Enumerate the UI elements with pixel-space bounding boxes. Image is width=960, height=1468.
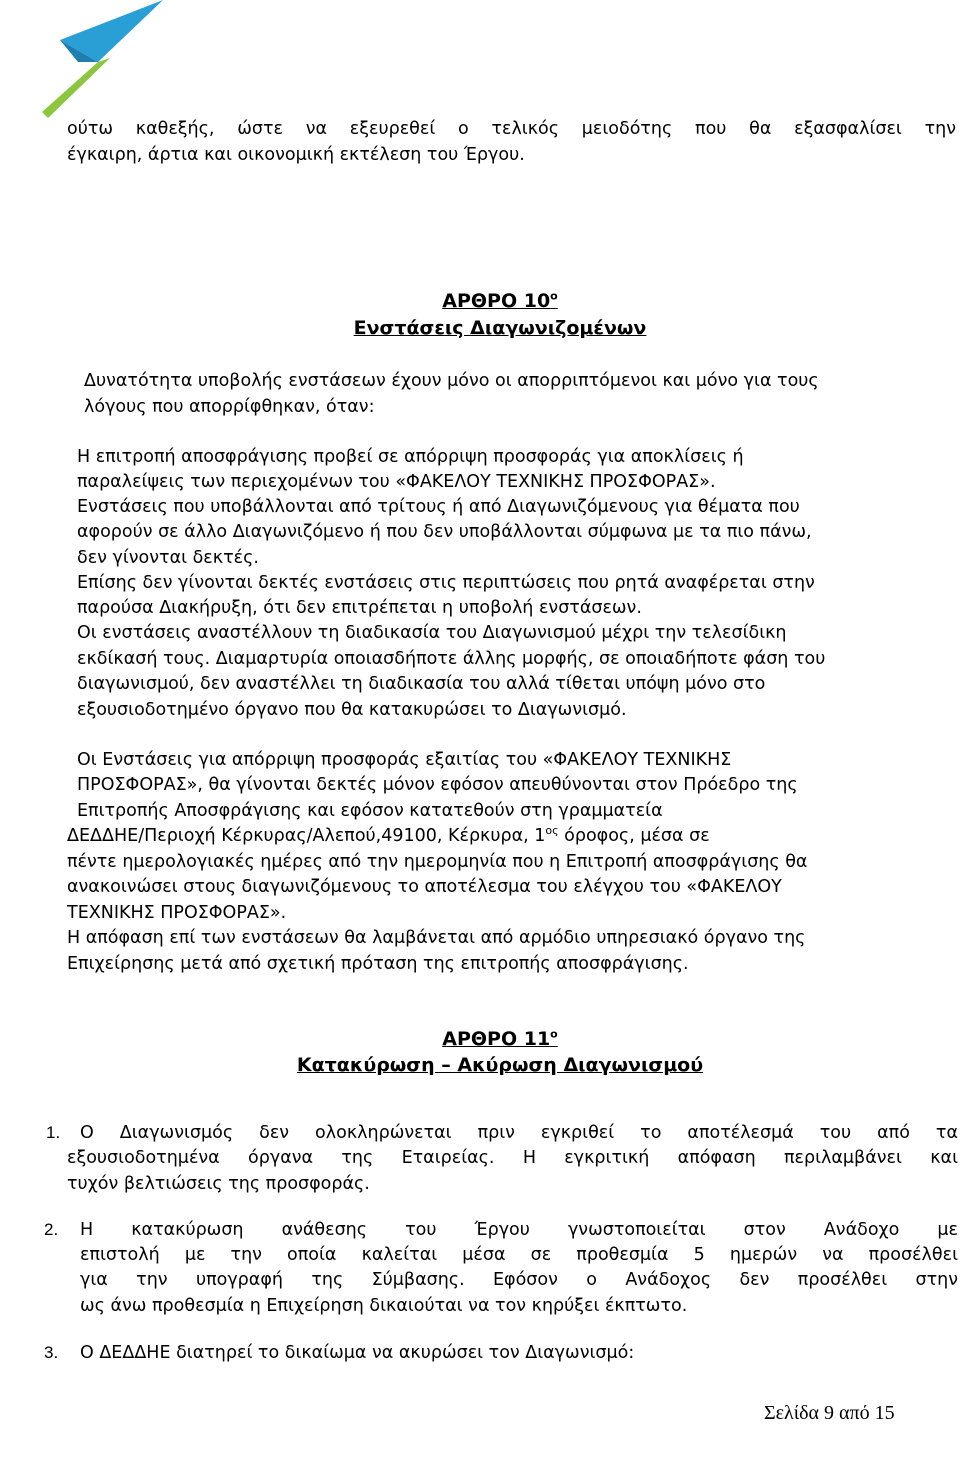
item-2-line-3: για την υπογραφή της Σύμβασης. Εφόσον ο Ανάδοχος δεν προσέλθει στην: [80, 1270, 958, 1290]
item-1-line-2: εξουσιοδοτημένα όργανα της Εταιρείας. Η εγκριτική απόφαση περιλαμβάνει και: [67, 1148, 958, 1168]
article11-heading: ΑΡΘΡΟ $11^o$: [442, 1027, 558, 1050]
a10-p4-line-4: Η απόφαση επί των ενστάσεων θα λαμβάνεται από αρμόδιο υπηρεσιακό όργανο της: [67, 928, 806, 948]
a10-p2-line-7: παρούσα Διακήρυξη, ότι δεν επιτρέπεται η υποβολή ενστάσεων.: [77, 598, 642, 618]
a10-p2-line-11: εξουσιοδοτημένο όργανο που θα κατακυρώσει το Διαγωνισμό.: [77, 700, 627, 720]
item-2-line-1: Η κατακύρωση ανάθεσης του Έργου γνωστοποιείται στον Ανάδοχο με: [80, 1220, 958, 1240]
item-1-line-1: Ο Διαγωνισμός δεν ολοκληρώνεται πριν εγκριθεί το αποτέλεσμά του από τα: [80, 1123, 958, 1143]
a10-p2-line-9: εκδίκασή τους. Διαμαρτυρία οποιασδήποτε άλλης μορφής, σε οποιαδήποτε φάση του: [77, 649, 826, 669]
a10-p1-line-1: Δυνατότητα υποβολής ενστάσεων έχουν μόνο οι απορριπτόμενοι και μόνο για τους: [84, 371, 819, 391]
a10-p1-line-2: λόγους που απορρίφθηκαν, όταν:: [84, 397, 375, 417]
a10-p2-line-1: Η επιτροπή αποσφράγισης προβεί σε απόρριψη προσφοράς για αποκλίσεις ή: [77, 447, 744, 467]
a10-p3-line-3: Επιτροπής Αποσφράγισης και εφόσον κατατεθούν στη γραμματεία: [77, 801, 663, 821]
a10-p2-line-5: δεν γίνονται δεκτές.: [77, 548, 259, 568]
a10-p2-line-3: Ενστάσεις που υποβάλλονται από τρίτους ή από Διαγωνιζόμενους για θέματα που: [77, 497, 800, 517]
intro-line-1: ούτω καθεξής, ώστε να εξευρεθεί ο τελικός μειοδότης που θα εξασφαλίσει την: [67, 119, 956, 139]
page-number: Σελίδα 9 από 15: [764, 1402, 895, 1424]
a10-p2-line-8: Οι ενστάσεις αναστέλλουν τη διαδικασία του Διαγωνισμού μέχρι την τελεσίδικη: [77, 623, 787, 643]
a10-p4-line-5: Επιχείρησης μετά από σχετική πρόταση της επιτροπής αποσφράγισης.: [67, 954, 689, 974]
article11-title: Κατακύρωση – Ακύρωση Διαγωνισμού: [296, 1054, 704, 1076]
item-2-line-2: επιστολή με την οποία καλείται μέσα σε προθεσμία 5 ημερών να προσέλθει: [80, 1245, 958, 1265]
item-3-line-1: Ο ΔΕΔΔΗΕ διατηρεί το δικαίωμα να ακυρώσει τον Διαγωνισμό:: [80, 1343, 635, 1363]
a10-p2-line-6: Επίσης δεν γίνονται δεκτές ενστάσεις στις περιπτώσεις που ρητά αναφέρεται στην: [77, 573, 815, 593]
a10-p3-line-4: ΔΕΔΔΗΕ/Περιοχή Κέρκυρας/Αλεπού,49100, Κέρκυρα, $1^{o\varsigma}$ όροφος, μέσα σε: [67, 824, 710, 846]
a10-p2-line-4: αφορούν σε άλλο Διαγωνιζόμενο ή που δεν υποβάλλονται σύμφωνα με τα πιο πάνω,: [77, 522, 812, 542]
a10-p4-line-3: ΤΕΧΝΙΚΗΣ ΠΡΟΣΦΟΡΑΣ».: [67, 903, 287, 923]
a10-p4-line-2: ανακοινώσει στους διαγωνιζόμενους το αποτέλεσμα του ελέγχου του «ΦΑΚΕΛΟΥ: [67, 877, 782, 897]
article10-heading: ΑΡΘΡΟ $10^o$: [442, 289, 558, 312]
item-1-number: 1.: [46, 1123, 61, 1142]
item-2-number: 2.: [44, 1220, 59, 1239]
item-3-number: 3.: [44, 1343, 59, 1362]
a10-p2-line-10: διαγωνισμού, δεν αναστέλλει τη διαδικασία του αλλά τίθεται υπόψη μόνο στο: [77, 674, 766, 694]
item-1-line-3: τυχόν βελτιώσεις της προσφοράς.: [67, 1174, 370, 1194]
a10-p3-line-1: Οι Ενστάσεις για απόρριψη προσφοράς εξαιτίας του «ΦΑΚΕΛΟΥ ΤΕΧΝΙΚΗΣ: [77, 750, 732, 770]
deddie-logo-icon: [38, 0, 163, 118]
article10-title: Ενστάσεις Διαγωνιζομένων: [353, 317, 647, 339]
a10-p3-line-2: ΠΡΟΣΦΟΡΑΣ», θα γίνονται δεκτές μόνον εφόσον απευθύνονται στον Πρόεδρο της: [77, 775, 798, 795]
a10-p2-line-2: παραλείψεις των περιεχομένων του «ΦΑΚΕΛΟΥ ΤΕΧΝΙΚΗΣ ΠΡΟΣΦΟΡΑΣ».: [77, 472, 716, 492]
a10-p4-line-1: πέντε ημερολογιακές ημέρες από την ημερομηνία που η Επιτροπή αποσφράγισης θα: [67, 852, 808, 872]
intro-line-2: έγκαιρη, άρτια και οικονομική εκτέλεση του Έργου.: [67, 145, 525, 165]
item-2-line-4: ως άνω προθεσμία η Επιχείρηση δικαιούται να τον κηρύξει έκπτωτο.: [80, 1296, 688, 1316]
